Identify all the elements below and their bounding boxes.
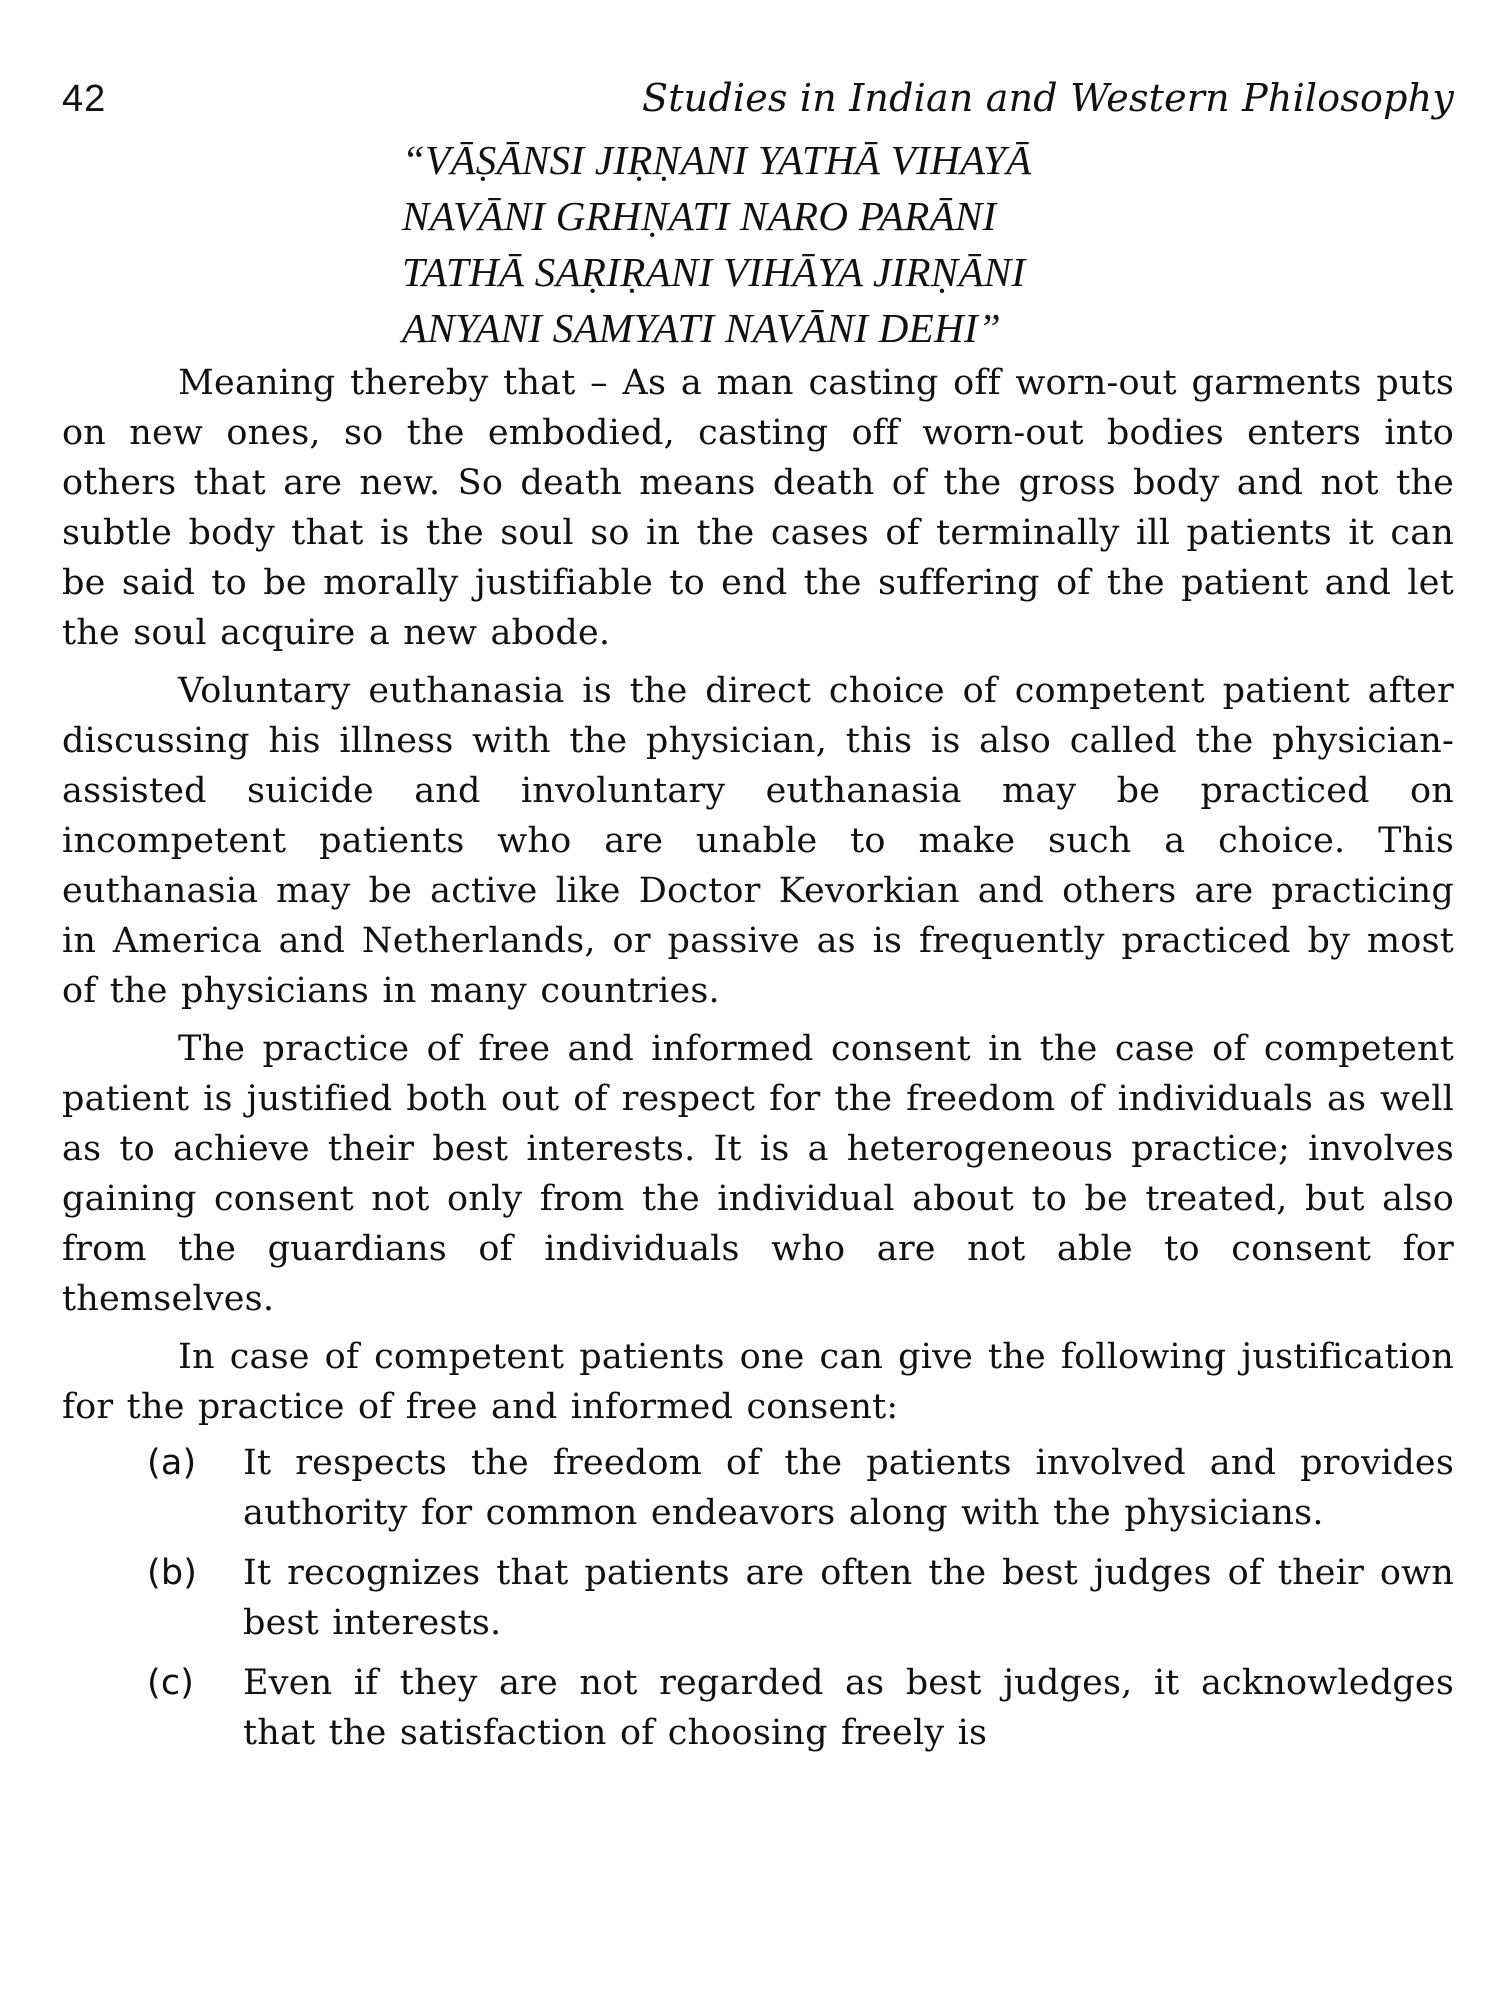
list-item-text: It respects the freedom of the patients involved and provides authority for common endeavors along with the physicians. (243, 1443, 1454, 1533)
list-item (147, 1548, 1454, 1648)
sanskrit-verse (402, 132, 1454, 356)
verse-line: ANYANI SAMYATI NAVĀNI DEHI” (402, 305, 1001, 351)
list-item (147, 1438, 1454, 1538)
paragraph-meaning: Meaning thereby that – As a man casting off worn-out garments puts on new ones, so the embodied, casting off worn-out bodies enters into others that are new. So death means death of the gross body and not the subtle body that is the soul so in the cases of terminally ill patients it can be said to be morally justifiable to end the suffering of the patient and let the soul acquire a new abode. (62, 363, 1454, 653)
list-item-text: Even if they are not regarded as best judges, it acknowledges that the satisfaction of choosing freely is (243, 1663, 1454, 1753)
running-title: Studies in Indian and Western Philosophy (641, 76, 1454, 120)
page-number: 42 (62, 78, 107, 120)
list-marker: (c) (147, 1663, 195, 1703)
list-marker: (b) (147, 1553, 198, 1593)
list-item-text: It recognizes that patients are often the best judges of their own best interests. (243, 1553, 1454, 1643)
paragraph-voluntary-euthanasia: Voluntary euthanasia is the direct choice of competent patient after discussing his illness with the physician, this is also called the physician-assisted suicide and involuntary euthanasia may be practiced on incompetent patients who are unable to make such a choice. This euthanasia may be active like Doctor Kevorkian and others are practicing in America and Netherlands, or passive as is frequently practiced by most of the physicians in many countries. (62, 671, 1454, 1011)
book-page (62, 70, 1454, 1768)
running-head (62, 70, 1454, 130)
list-marker: (a) (147, 1443, 197, 1483)
verse-line: TATHĀ SAṚIṚANI VIHĀYA JIRṆĀNI (402, 249, 1026, 295)
verse-line: NAVĀNI GRHṆATI NARO PARĀNI (402, 193, 997, 239)
paragraph-justification-intro: In case of competent patients one can give the following justification for the practice of free and informed consent: (62, 1337, 1454, 1427)
paragraph-informed-consent: The practice of free and informed consent in the case of competent patient is justified both out of respect for the freedom of individuals as well as to achieve their best interests. It is a heterogeneous practice; involves gaining consent not only from the individual about to be treated, but also from the guardians of individuals who are not able to consent for themselves. (62, 1029, 1454, 1319)
list-item (147, 1658, 1454, 1758)
justification-list (147, 1438, 1454, 1758)
verse-line: “VĀṢĀNSI JIṚṆANI YATHĀ VIHAYĀ (402, 137, 1032, 183)
